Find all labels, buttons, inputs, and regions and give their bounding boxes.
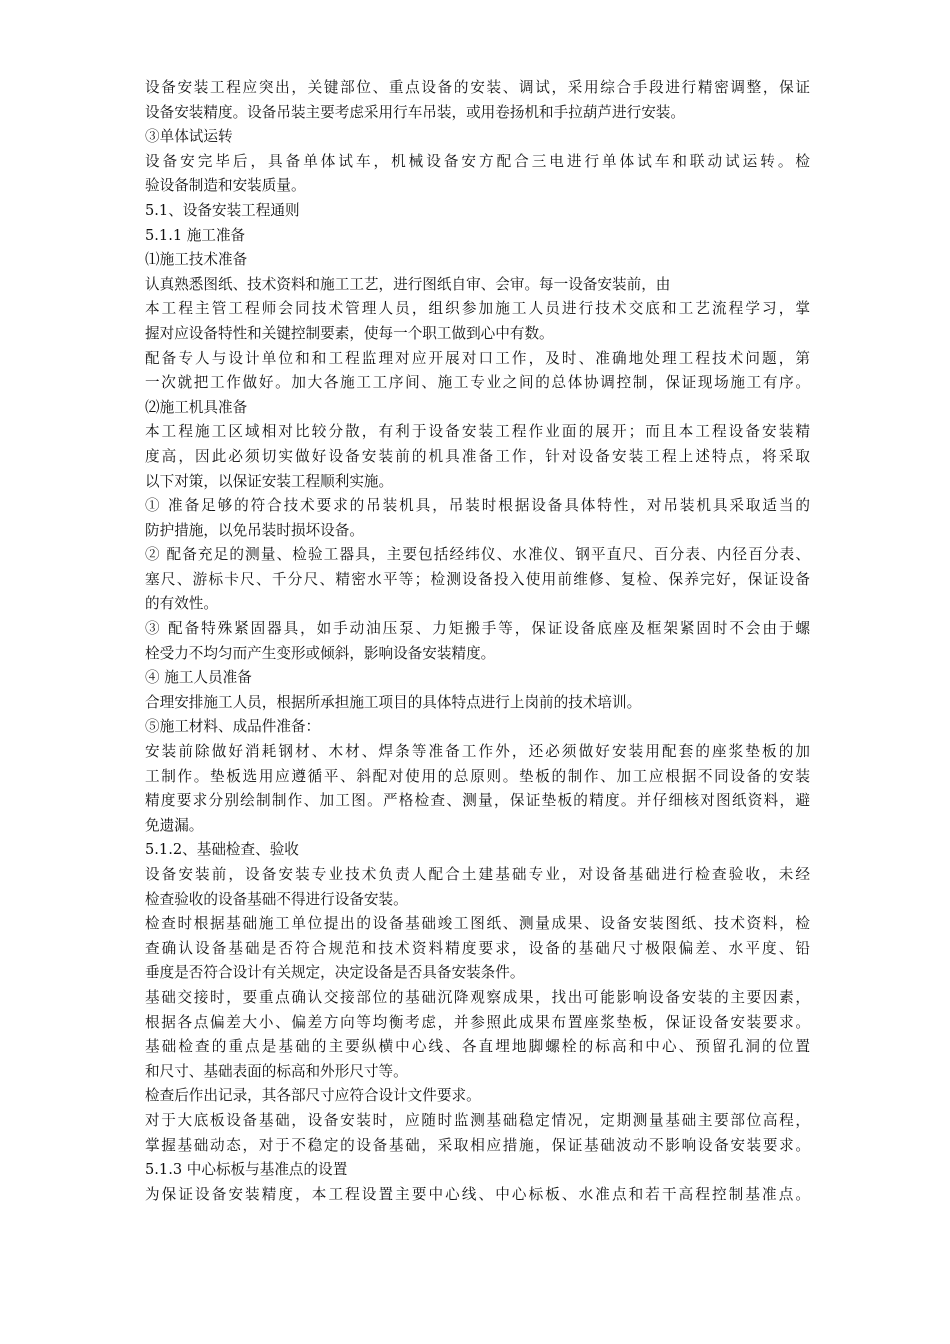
text-line: 精度要求分别绘制制作、加工图。严格检查、测量，保证垫板的精度。并仔细核对图纸资料，避 <box>145 792 810 810</box>
document-body <box>145 76 810 1207</box>
text-line: 免遗漏。 <box>145 816 204 834</box>
text-line: 检查验收的设备基础不得进行设备安装。 <box>145 890 408 908</box>
text-line: 基础交接时，要重点确认交接部位的基础沉降观察成果，找出可能影响设备安装的主要因素， <box>145 988 810 1006</box>
text-line: ② 配备充足的测量、检验工器具，主要包括经纬仪、水准仪、钢平直尺、百分表、内径百分表、 <box>145 546 810 564</box>
text-line: 安装前除做好消耗钢材、木材、焊条等准备工作外，还必须做好安装用配套的座浆垫板的加 <box>145 743 810 761</box>
text-line: 配备专人与设计单位和和工程监理对应开展对口工作，及时、准确地处理工程技术问题，第 <box>145 349 810 367</box>
text-line: 和尺寸、基础表面的标高和外形尺寸等。 <box>145 1062 408 1080</box>
text-line: 一次就把工作做好。加大各施工工序间、施工专业之间的总体协调控制，保证现场施工有序。 <box>145 374 810 392</box>
text-line: 垂度是否符合设计有关规定，决定设备是否具备安装条件。 <box>145 964 525 982</box>
text-line: 度高，因此必须切实做好设备安装前的机具准备工作，针对设备安装工程上述特点，将采取 <box>145 447 810 465</box>
text-line: ③单体试运转 <box>145 128 233 146</box>
text-line: 认真熟悉图纸、技术资料和施工工艺，进行图纸自审、会审。每一设备安装前，由 <box>145 275 671 293</box>
text-line: 以下对策，以保证安装工程顺利实施。 <box>145 472 394 490</box>
text-line: 设备安装精度。设备吊装主要考虑采用行车吊装，或用卷扬机和手拉葫芦进行安装。 <box>145 103 685 121</box>
text-line: 设备安完毕后，具备单体试车，机械设备安方配合三电进行单体试车和联动试运转。检 <box>145 152 810 170</box>
text-line: 5.1.1 施工准备 <box>145 226 246 244</box>
text-line: 的有效性。 <box>145 595 218 613</box>
text-line: ③ 配备特殊紧固器具，如手动油压泵、力矩搬手等，保证设备底座及框架紧固时不会由于螺 <box>145 620 810 638</box>
text-line: ④ 施工人员准备 <box>145 669 252 687</box>
text-line: 5.1.2、基础检查、验收 <box>145 841 299 859</box>
text-line: ① 准备足够的符合技术要求的吊装机具，吊装时根据设备具体特性，对吊装机具采取适当的 <box>145 497 810 515</box>
text-line: 为保证设备安装精度，本工程设置主要中心线、中心标板、水准点和若干高程控制基准点。 <box>145 1185 810 1203</box>
text-line: 合理安排施工人员，根据所承担施工项目的具体特点进行上岗前的技术培训。 <box>145 693 642 711</box>
text-line: 本工程施工区域相对比较分散，有利于设备安装工程作业面的展开；而且本工程设备安装精 <box>145 423 810 441</box>
text-line: ⑴施工技术准备 <box>145 251 248 269</box>
text-line: 设备安装前，设备安装专业技术负责人配合土建基础专业，对设备基础进行检查验收，未经 <box>145 866 810 883</box>
text-line: 验设备制造和安装质量。 <box>145 177 306 195</box>
text-line: 根据各点偏差大小、偏差方向等均衡考虑，并参照此成果布置座浆垫板，保证设备安装要求。 <box>145 1013 810 1031</box>
text-line: 5.1.3 中心标板与基准点的设置 <box>145 1161 348 1179</box>
text-line: 设备安装工程应突出，关键部位、重点设备的安装、调试，采用综合手段进行精密调整，保证 <box>145 79 810 96</box>
text-line: 本工程主管工程师会同技术管理人员，组织参加施工人员进行技术交底和工艺流程学习，掌 <box>145 300 810 318</box>
text-line: 塞尺、游标卡尺、千分尺、精密水平等；检测设备投入使用前维修、复检、保养完好，保证设备 <box>145 570 810 588</box>
text-line: 查确认设备基础是否符合规范和技术资料精度要求，设备的基础尺寸极限偏差、水平度、铅 <box>145 939 810 957</box>
text-line: ⑵施工机具准备 <box>145 398 248 416</box>
text-line: 对于大底板设备基础，设备安装时，应随时监测基础稳定情况，定期测量基础主要部位高程， <box>145 1111 810 1129</box>
text-line: 掌握基础动态，对于不稳定的设备基础，采取相应措施，保证基础波动不影响设备安装要求。 <box>145 1136 810 1154</box>
text-line: 检查后作出记录，其各部尺寸应符合设计文件要求。 <box>145 1087 481 1105</box>
text-line: 5.1、设备安装工程通则 <box>145 201 300 219</box>
text-line: ⑤施工材料、成品件准备： <box>145 718 321 736</box>
text-line: 栓受力不均匀而产生变形或倾斜，影响设备安装精度。 <box>145 644 496 662</box>
text-line: 基础检查的重点是基础的主要纵横中心线、各直埋地脚螺栓的标高和中心、预留孔洞的位置 <box>145 1038 810 1056</box>
text-line: 握对应设备特性和关键控制要素，使每一个职工做到心中有数。 <box>145 324 554 342</box>
text-line: 防护措施，以免吊装时损坏设备。 <box>145 521 364 539</box>
text-line: 检查时根据基础施工单位提出的设备基础竣工图纸、测量成果、设备安装图纸、技术资料，检 <box>145 915 810 933</box>
text-line: 工制作。垫板选用应遵循平、斜配对使用的总原则。垫板的制作、加工应根据不同设备的安装 <box>145 767 810 785</box>
